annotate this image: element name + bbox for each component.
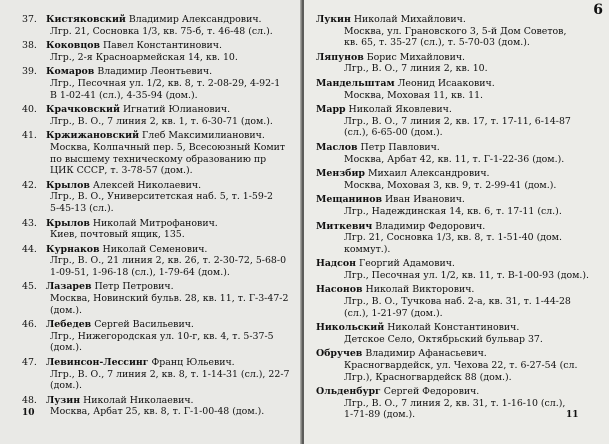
directory-entry bbox=[316, 221, 608, 256]
entry-surname: Ольденбург bbox=[316, 386, 381, 398]
entry-surname: Курнаков bbox=[46, 243, 100, 255]
entry-given-names: Владимир Федорович. bbox=[375, 220, 486, 232]
entry-surname: Марр bbox=[316, 104, 346, 116]
entry-heading bbox=[22, 244, 302, 256]
entry-address-line: 1-71-89 (дом.). bbox=[344, 409, 416, 421]
directory-entry bbox=[22, 281, 302, 316]
entry-address-line: Лгр., В. О., 7 линия 2, кв. 10. bbox=[344, 63, 488, 75]
entry-heading bbox=[316, 194, 608, 206]
entry-address-line: Лгр., Песочная ул. 1/2, кв. 11, т. В-1-00-93 (дом.). bbox=[344, 269, 590, 281]
entry-address-line: Москва, Колпачный пер. 5, Всесоюзный Комит bbox=[50, 141, 286, 153]
entry-address-line: Москва, Моховая 3, кв. 9, т. 2-99-41 (дом.). bbox=[344, 179, 557, 191]
entry-number: 42. bbox=[22, 179, 37, 191]
entry-number: 37. bbox=[22, 14, 37, 25]
entry-address-line: Лгр. 21, Сосновка 1/3, кв. 8, т. 1-51-40 (дом. bbox=[344, 232, 562, 244]
entry-heading bbox=[22, 66, 302, 78]
entry-given-names: Петр Павлович. bbox=[360, 141, 440, 153]
entry-number: 40. bbox=[22, 104, 37, 116]
entry-given-names: Михаил Александрович. bbox=[367, 168, 490, 180]
entry-number: 38. bbox=[22, 40, 37, 52]
directory-entry bbox=[22, 130, 302, 176]
entry-surname: Мандельштам bbox=[316, 77, 395, 89]
entry-given-names: Николай Митрофанович. bbox=[92, 217, 218, 229]
entry-surname: Мещанинов bbox=[316, 194, 383, 206]
entry-address-line: (сл.), 6-65-00 (дом.). bbox=[344, 127, 443, 139]
entry-heading bbox=[22, 281, 302, 293]
entry-given-names: Владимир Леонтьевич. bbox=[97, 66, 213, 78]
entry-heading bbox=[316, 258, 608, 270]
entry-heading bbox=[22, 319, 302, 331]
directory-entry bbox=[316, 258, 608, 281]
entry-heading bbox=[316, 14, 608, 26]
entry-surname: Крылов bbox=[46, 217, 90, 229]
left-page-number: 10 bbox=[22, 408, 35, 418]
directory-entry bbox=[316, 14, 608, 49]
entry-given-names: Борис Михайлович. bbox=[366, 51, 465, 63]
corner-mark: 6 bbox=[593, 2, 603, 18]
directory-entry bbox=[22, 40, 302, 63]
entry-address-line: Красногвардейск, ул. Чехова 22, т. 6-27-54 (сл. bbox=[344, 360, 578, 372]
entry-given-names: Николай Семенович. bbox=[102, 243, 208, 255]
entry-heading bbox=[22, 40, 302, 52]
entry-surname: Лебедев bbox=[46, 319, 92, 331]
entry-heading bbox=[316, 386, 608, 398]
entry-given-names: Франц Юльевич. bbox=[151, 357, 235, 369]
entry-heading bbox=[22, 14, 302, 26]
left-page bbox=[0, 0, 302, 444]
entry-address-line: Лгр., В. О., 21 линия 2, кв. 26, т. 2-30-72, 5-68-0 bbox=[50, 255, 287, 267]
entry-surname: Миткевич bbox=[316, 220, 373, 232]
entry-heading bbox=[22, 130, 302, 142]
entry-heading bbox=[316, 168, 608, 180]
entry-address-line: Лгр., В. О., 7 линия 2, кв. 8, т. 1-14-31 (сл.), 22-7 bbox=[50, 368, 290, 380]
entry-address-line: Лгр., Надеждинская 14, кв. 6, т. 17-11 (сл.). bbox=[344, 205, 562, 217]
entry-address-line: (дом.). bbox=[50, 380, 82, 392]
entry-surname: Никольский bbox=[316, 322, 385, 334]
entry-number: 46. bbox=[22, 319, 37, 331]
entry-address-line: Москва, Новинский бульв. 28, кв. 11, т. Г-3-47-2 bbox=[50, 293, 289, 305]
directory-entry bbox=[22, 104, 302, 127]
entry-surname: Коковцов bbox=[46, 40, 101, 52]
entry-given-names: Игнатий Юлианович. bbox=[122, 104, 231, 116]
right-page-number: 11 bbox=[566, 410, 579, 420]
entry-given-names: Владимир Александрович. bbox=[128, 14, 262, 25]
entry-heading bbox=[316, 322, 608, 334]
entry-address-line: Лгр., В. О., Тучкова наб. 2-а, кв. 31, т. 1-44-28 bbox=[344, 296, 571, 308]
entry-address-line: 1-09-51, 1-96-18 (сл.), 1-79-64 (дом.). bbox=[50, 266, 230, 278]
entry-number: 41. bbox=[22, 130, 37, 142]
directory-entry bbox=[22, 66, 302, 101]
entry-given-names: Павел Константинович. bbox=[103, 40, 222, 52]
entry-address-line: (дом.). bbox=[50, 342, 82, 354]
directory-entry bbox=[316, 322, 608, 345]
entry-address-line: по высшему техническому образованию пр bbox=[50, 153, 267, 165]
entry-surname: Маслов bbox=[316, 141, 358, 153]
entry-address-line: Лгр., В. О., 7 линия 2, кв. 31, т. 1-16-10 (сл.), bbox=[344, 397, 566, 409]
directory-entry bbox=[316, 348, 608, 383]
entry-address-line: (сл.), 1-21-97 (дом.). bbox=[344, 307, 443, 319]
directory-entry bbox=[22, 357, 302, 392]
entry-given-names: Николай Николаевич. bbox=[83, 394, 194, 406]
entry-address-line: Детское Село, Октябрьский бульвар 37. bbox=[344, 333, 543, 345]
entry-given-names: Николай Яковлевич. bbox=[348, 104, 452, 116]
entry-given-names: Сергей Васильевич. bbox=[94, 319, 194, 331]
entry-given-names: Николай Михайлович. bbox=[353, 14, 466, 25]
entry-address-line: (дом.). bbox=[50, 304, 82, 316]
entry-address-line: Лгр. 21, Сосновка 1/3, кв. 75-б, т. 46-48 (сл.). bbox=[50, 25, 273, 37]
directory-entry bbox=[22, 395, 302, 418]
entry-given-names: Сергей Федорович. bbox=[383, 386, 480, 398]
right-entry-list bbox=[316, 14, 608, 424]
entry-heading bbox=[316, 78, 608, 90]
entry-address-line: Лгр., Песочная ул. 1/2, кв. 8, т. 2-08-29, 4-92-1 bbox=[50, 77, 281, 89]
entry-surname: Левинсон-Лессинг bbox=[46, 357, 149, 369]
directory-entry bbox=[316, 142, 608, 165]
entry-given-names: Владимир Афанасьевич. bbox=[365, 348, 487, 360]
entry-surname: Крачковский bbox=[46, 104, 120, 116]
entry-surname: Обручев bbox=[316, 348, 363, 360]
entry-heading bbox=[316, 142, 608, 154]
directory-entry bbox=[316, 78, 608, 101]
entry-heading bbox=[316, 284, 608, 296]
entry-number: 39. bbox=[22, 66, 37, 78]
entry-heading bbox=[22, 357, 302, 369]
entry-address-line: Киев, почтовый ящик, 135. bbox=[50, 229, 185, 241]
entry-given-names: Алексей Николаевич. bbox=[92, 179, 202, 191]
directory-entry bbox=[316, 168, 608, 191]
entry-address-line: кв. 65, т. 35-27 (сл.), т. 5-70-03 (дом.). bbox=[344, 37, 530, 49]
entry-address-line: Москва, ул. Грановского 3, 5-й Дом Советов, bbox=[344, 25, 567, 37]
entry-given-names: Иван Иванович. bbox=[385, 194, 465, 206]
directory-entry bbox=[22, 14, 302, 37]
entry-surname: Лукин bbox=[316, 14, 351, 25]
entry-address-line: Москва, Моховая 11, кв. 11. bbox=[344, 89, 484, 101]
directory-entry bbox=[316, 194, 608, 217]
entry-heading bbox=[22, 218, 302, 230]
entry-surname: Мензбир bbox=[316, 168, 365, 180]
entry-given-names: Георгий Адамович. bbox=[359, 258, 455, 270]
entry-given-names: Николай Викторович. bbox=[365, 284, 475, 296]
entry-given-names: Леонид Исаакович. bbox=[397, 77, 495, 89]
entry-heading bbox=[22, 395, 302, 407]
entry-heading bbox=[316, 221, 608, 233]
entry-heading bbox=[22, 180, 302, 192]
entry-surname: Ляпунов bbox=[316, 51, 364, 63]
entry-address-line: Лгр., 2-я Красноармейская 14, кв. 10. bbox=[50, 51, 238, 63]
entry-number: 43. bbox=[22, 217, 37, 229]
entry-surname: Кржижановский bbox=[46, 130, 140, 142]
entry-address-line: Москва, Арбат 42, кв. 11, т. Г-1-22-36 (дом.). bbox=[344, 153, 565, 165]
entry-address-line: Лгр., Нижегородская ул. 10-г, кв. 4, т. 5-37-5 bbox=[50, 330, 274, 342]
entry-number: 44. bbox=[22, 243, 37, 255]
entry-heading bbox=[316, 348, 608, 360]
entry-number: 45. bbox=[22, 281, 37, 293]
entry-address-line: 5-45-13 (сл.). bbox=[50, 202, 114, 214]
entry-given-names: Глеб Максимилианович. bbox=[142, 130, 265, 142]
directory-entry bbox=[22, 180, 302, 215]
directory-entry bbox=[316, 52, 608, 75]
entry-address-line: Лгр.), Красногвардейск 88 (дом.). bbox=[344, 371, 512, 383]
entry-surname: Крылов bbox=[46, 179, 90, 191]
right-page bbox=[304, 0, 609, 444]
entry-address-line: коммут.). bbox=[344, 243, 391, 255]
entry-surname: Надсон bbox=[316, 258, 357, 270]
directory-entry bbox=[316, 104, 608, 139]
entry-heading bbox=[316, 52, 608, 64]
entry-address-line: Лгр., В. О., 7 линия 2, кв. 17, т. 17-11, 6-14-87 bbox=[344, 115, 571, 127]
entry-address-line: Лгр., В. О., Университетская наб. 5, т. 1-59-2 bbox=[50, 191, 273, 203]
entry-heading bbox=[316, 104, 608, 116]
entry-address-line: В 1-02-41 (сл.), 4-35-94 (дом.). bbox=[50, 89, 198, 101]
entry-address-line: Лгр., В. О., 7 линия 2, кв. 1, т. 6-30-71 (дом.). bbox=[50, 115, 273, 127]
entry-number: 47. bbox=[22, 357, 37, 369]
entry-number: 48. bbox=[22, 394, 37, 406]
directory-entry bbox=[316, 284, 608, 319]
entry-surname: Лузин bbox=[46, 394, 81, 406]
entry-address-line: ЦИК СССР, т. 3-78-57 (дом.). bbox=[50, 165, 193, 177]
directory-entry bbox=[22, 244, 302, 279]
entry-given-names: Петр Петрович. bbox=[94, 281, 174, 293]
entry-surname: Лазарев bbox=[46, 281, 92, 293]
directory-entry bbox=[22, 218, 302, 241]
directory-entry bbox=[316, 386, 608, 421]
left-entry-list bbox=[22, 14, 302, 421]
entry-given-names: Николай Константинович. bbox=[387, 322, 520, 334]
entry-address-line: Москва, Арбат 25, кв. 8, т. Г-1-00-48 (дом.). bbox=[50, 406, 265, 418]
entry-surname: Насонов bbox=[316, 284, 363, 296]
entry-surname: Кистяковский bbox=[46, 14, 126, 25]
entry-surname: Комаров bbox=[46, 66, 95, 78]
entry-heading bbox=[22, 104, 302, 116]
directory-entry bbox=[22, 319, 302, 354]
